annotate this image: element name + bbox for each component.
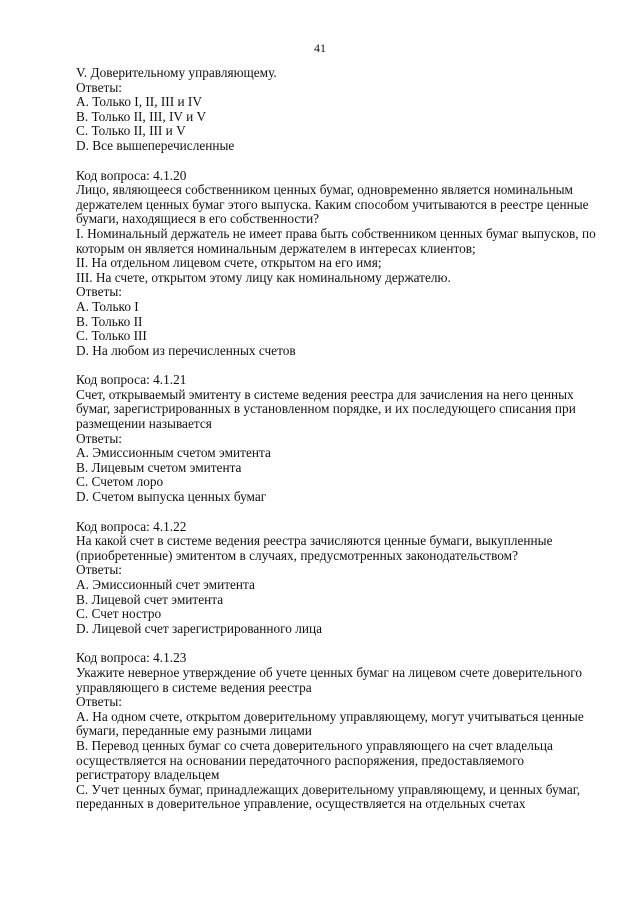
question-line: A. На одном счете, открытом доверительному управляющему, могут учитываться ценные [76,708,584,724]
question-line: Укажите неверное утверждение об учете ценных бумаг на лицевом счете доверительного [76,664,583,680]
question-line: A. Только I [76,298,139,314]
question-line: регистратору владельцем [76,767,220,783]
question-line: бумаги, находящиеся в его собственности? [76,211,320,227]
question-line: B. Перевод ценных бумаг со счета доверительного управляющего на счет владельца [76,737,553,753]
question-line: Ответы: [76,430,122,446]
question-line: I. Номинальный держатель не имеет права быть собственником ценных бумаг выпусков, по [76,225,596,241]
question-line: На какой счет в системе ведения реестра зачисляются ценные бумаги, выкупленные [76,533,553,549]
intro-line: B. Только II, III, IV и V [76,108,207,124]
page-number: 41 [314,41,326,55]
paragraph-gap [76,154,592,169]
question-line: осуществляется на основании передаточного распоряжения, предоставляемого [76,752,524,768]
question-line: C. Счет ностро [76,606,162,622]
question-code: Код вопроса: 4.1.20 [76,167,187,183]
paragraph-gap [76,358,592,373]
question-line: B. Только II [76,313,143,329]
question-line: Ответы: [76,284,122,300]
question-line: Счет, открываемый эмитенту в системе ведения реестра для зачисления на него ценных [76,386,574,402]
question-line: A. Эмиссионным счетом эмитента [76,445,271,461]
question-line: D. Счетом выпуска ценных бумаг [76,489,267,505]
intro-line: D. Все вышеперечисленные [76,137,235,153]
question-line: бумаг, зарегистрированных в установленном порядке, и их последующего списания при [76,401,576,417]
question-line: B. Лицевой счет эмитента [76,591,224,607]
question-line: C. Только III [76,328,147,344]
paragraph-gap [76,505,592,520]
question-line: C. Счетом лоро [76,474,164,490]
intro-line: V. Доверительному управляющему. [76,65,277,80]
question-line: D. На любом из перечисленных счетов [76,342,296,358]
question-line: D. Лицевой счет зарегистрированного лица [76,620,322,636]
question-line: A. Эмиссионный счет эмитента [76,577,255,592]
question-code: Код вопроса: 4.1.23 [76,650,187,666]
page-content [76,65,596,812]
intro-line: A. Только I, II, III и IV [76,94,202,110]
question-line: управляющего в системе ведения реестра [76,679,312,695]
paragraph-gap [76,636,592,651]
question-code: Код вопроса: 4.1.22 [76,518,187,534]
question-line: Ответы: [76,562,122,578]
question-line: B. Лицевым счетом эмитента [76,459,242,475]
question-line: переданных в доверительное управление, осуществляется на отдельных счетах [76,796,526,812]
question-line: III. На счете, открытом этому лицу как номинальному держателю. [76,269,451,285]
question-line: C. Учет ценных бумаг, принадлежащих доверительному управляющему, и ценных бумаг, [76,781,581,797]
question-line: (приобретенные) эмитентом в случаях, предусмотренных законодательством? [76,547,518,563]
question-line: Ответы: [76,694,122,710]
question-line: которым он является номинальным держателем в интересах клиентов; [76,240,476,256]
question-line: II. На отдельном лицевом счете, открытом на его имя; [76,255,382,271]
intro-line: Ответы: [76,79,122,95]
question-line: Лицо, являющееся собственником ценных бумаг, одновременно является номинальным [76,182,573,198]
question-line: держателем ценных бумаг этого выпуска. Каким способом учитываются в реестре ценные [76,196,589,212]
question-line: размещении называется [76,416,212,432]
intro-line: C. Только II, III и V [76,123,186,139]
question-line: бумаги, переданные ему разными лицами [76,723,312,739]
question-code: Код вопроса: 4.1.21 [76,372,187,388]
